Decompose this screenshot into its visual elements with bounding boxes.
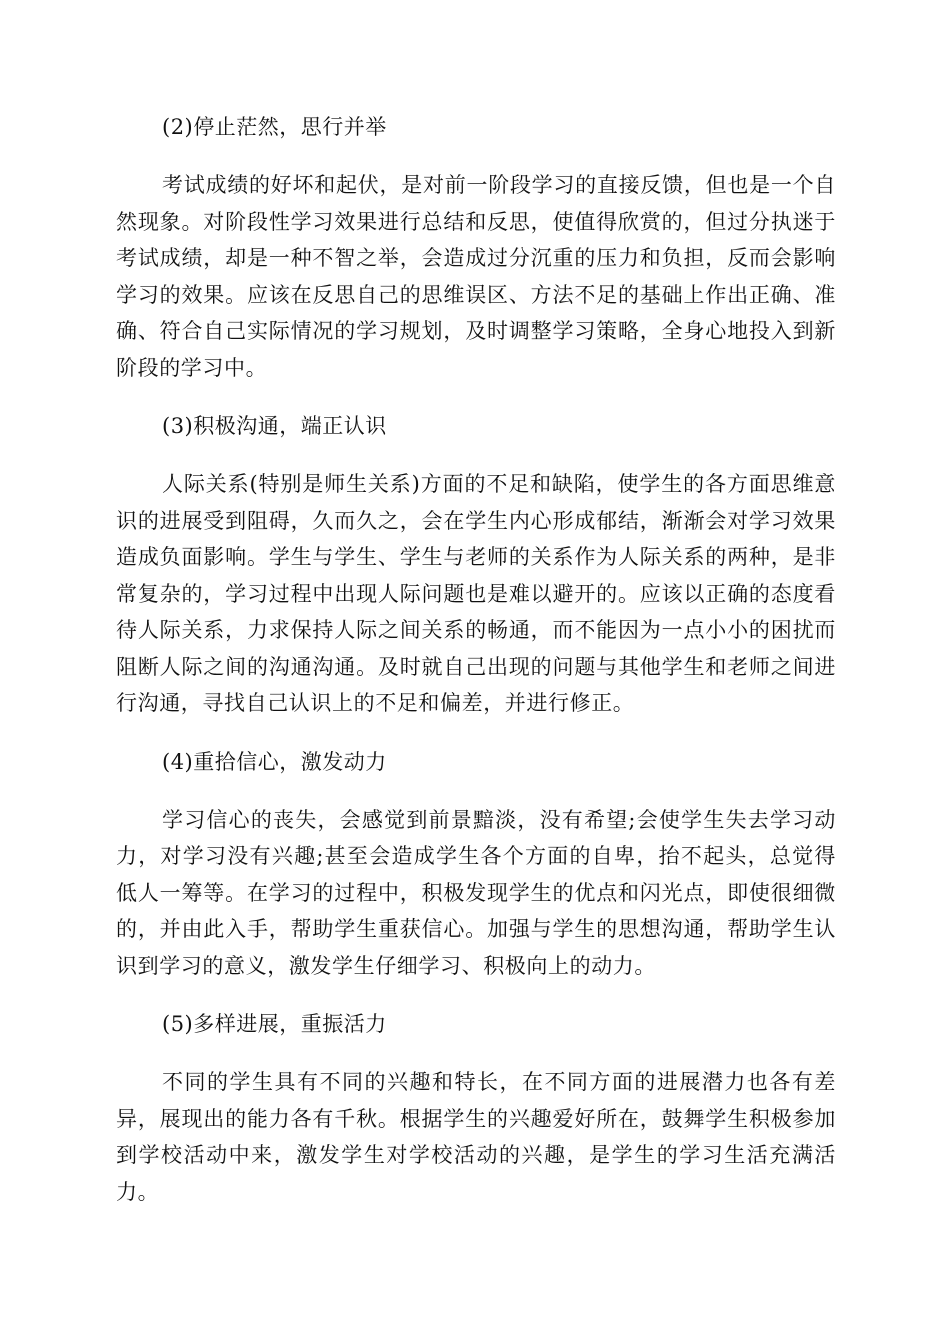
section-paragraph: 不同的学生具有不同的兴趣和特长，在不同方面的进展潜力也各有差异，展现出的能力各有千秋。根据学生的兴趣爱好所在，鼓舞学生积极参加到学校活动中来，激发学生对学校活动的兴趣，是学生的学习生活充满活力。 (116, 1070, 836, 1204)
section-paragraph: 学习信心的丧失，会感觉到前景黯淡，没有希望;会使学生失去学习动力，对学习没有兴趣;甚至会造成学生各个方面的自卑，抬不起头，总觉得低人一筹等。在学习的过程中，积极发现学生的优点和闪光点，即使很细微的，并由此入手，帮助学生重获信心。加强与学生的思想沟通，帮助学生认识到学习的意义，激发学生仔细学习、积极向上的动力。 (116, 807, 836, 978)
section-paragraph: 考试成绩的好坏和起伏，是对前一阶段学习的直接反馈，但也是一个自然现象。对阶段性学习效果进行总结和反思，使值得欣赏的，但过分执迷于考试成绩，却是一种不智之举，会造成过分沉重的压力和负担，反而会影响学习的效果。应该在反思自己的思维误区、方法不足的基础上作出正确、准确、符合自己实际情况的学习规划，及时调整学习策略，全身心地投入到新阶段的学习中。 (116, 173, 836, 380)
document-page (116, 109, 836, 1232)
section-3 (116, 408, 836, 722)
section-5 (116, 1006, 836, 1210)
section-2 (116, 109, 836, 386)
section-heading: (4)重拾信心，激发动力 (162, 749, 387, 774)
section-heading: (5)多样进展，重振活力 (162, 1012, 387, 1036)
section-heading: (3)积极沟通，端正认识 (162, 414, 387, 438)
section-heading: (2)停止茫然，思行并举 (162, 115, 387, 139)
section-4 (116, 744, 836, 985)
section-paragraph: 人际关系(特别是师生关系)方面的不足和缺陷，使学生的各方面思维意识的进展受到阻碍，久而久之，会在学生内心形成郁结，渐渐会对学习效果造成负面影响。学生与学生、学生与老师的关系作为人际关系的两种，是非常复杂的，学习过程中出现人际问题也是难以避开的。应该以正确的态度看待人际关系，力求保持人际之间关系的畅通，而不能因为一点小小的困扰而阻断人际之间的沟通沟通。及时就自己出现的问题与其他学生和老师之间进行沟通，寻找自己认识上的不足和偏差，并进行修正。 (116, 472, 836, 715)
